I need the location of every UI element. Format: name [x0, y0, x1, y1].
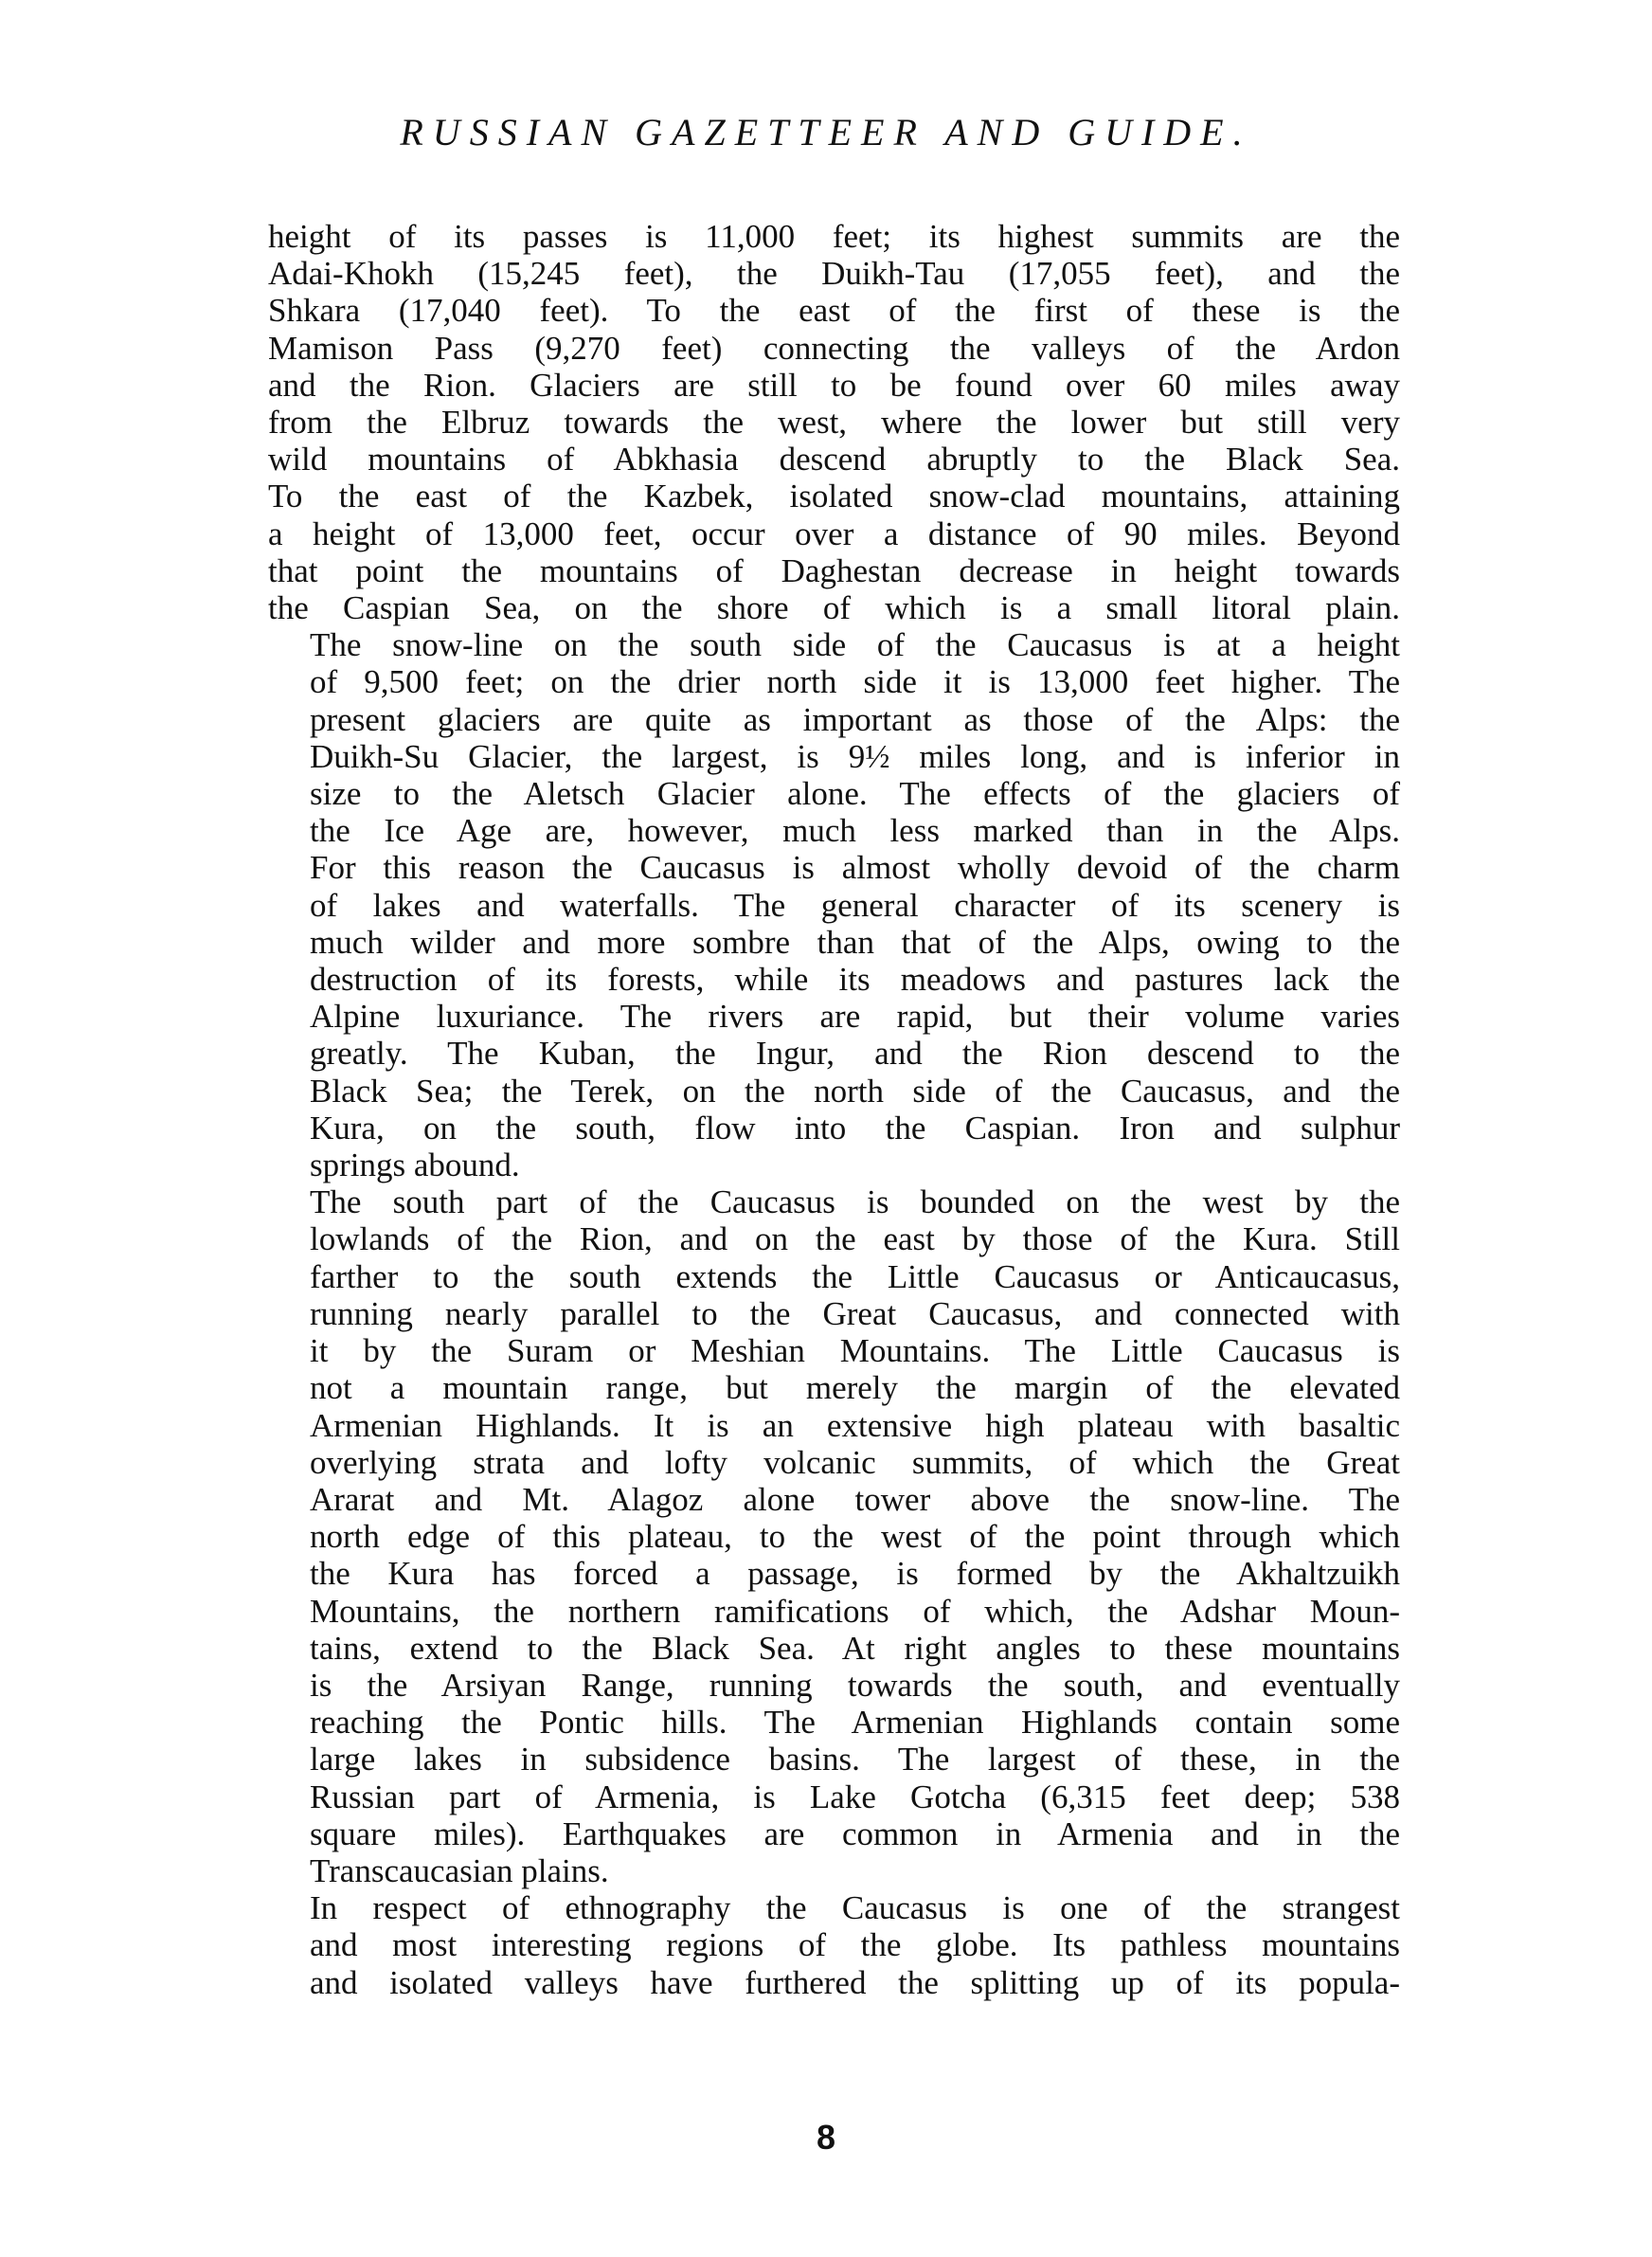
text-line: that point the mountains of Daghestan decrease in height towards — [268, 551, 1400, 589]
text-line: overlying strata and lofty volcanic summits, of which the Great — [310, 1443, 1400, 1481]
text-line: and most interesting regions of the globe. Its pathless mountains — [310, 1926, 1400, 1964]
text-line: north edge of this plateau, to the west of the point through which — [310, 1518, 1400, 1556]
text-line: Black Sea; the Terek, on the north side of the Caucasus, and the — [310, 1072, 1400, 1110]
page-number: 8 — [816, 2118, 836, 2157]
text-line: greatly. The Kuban, the Ingur, and the Rion descend to the — [310, 1035, 1400, 1073]
text-line: Kura, on the south, flow into the Caspian. Iron and sulphur — [310, 1109, 1400, 1147]
text-line: Mountains, the northern ramifications of which, the Adshar Moun- — [310, 1592, 1400, 1630]
text-line: and the Rion. Glaciers are still to be found over 60 miles away — [268, 366, 1400, 404]
text-line: much wilder and more sombre than that of the Alps, owing to the — [310, 923, 1400, 961]
text-line: farther to the south extends the Little Caucasus or Anticaucasus, — [310, 1257, 1400, 1295]
text-line: Transcaucasian plains. — [310, 1851, 609, 1889]
text-line: the Ice Age are, however, much less marked than in the Alps. — [310, 812, 1400, 850]
text-line: it by the Suram or Meshian Mountains. The Little Caucasus is — [310, 1332, 1400, 1370]
body-text — [268, 218, 1400, 2001]
text-line: height of its passes is 11,000 feet; its highest summits are the — [268, 218, 1400, 255]
text-line: In respect of ethnography the Caucasus is one of the strangest — [310, 1889, 1400, 1927]
text-line: a height of 13,000 feet, occur over a distance of 90 miles. Beyond — [268, 515, 1400, 552]
text-line: not a mountain range, but merely the margin of the elevated — [310, 1369, 1400, 1407]
text-line: Ararat and Mt. Alagoz alone tower above the snow-line. The — [310, 1480, 1400, 1518]
text-line: present glaciers are quite as important as those of the Alps: the — [310, 700, 1400, 738]
text-line: and isolated valleys have furthered the splitting up of its popula- — [310, 1963, 1400, 2001]
text-line: Adai-Khokh (15,245 feet), the Duikh-Tau (17,055 feet), and the — [268, 255, 1400, 293]
text-line: reaching the Pontic hills. The Armenian Highlands contain some — [310, 1704, 1400, 1742]
text-line: from the Elbruz towards the west, where the lower but still very — [268, 404, 1400, 442]
text-line: square miles). Earthquakes are common in Armenia and in the — [310, 1815, 1400, 1852]
text-line: size to the Aletsch Glacier alone. The effects of the glaciers of — [310, 775, 1400, 813]
text-line: The snow-line on the south side of the Caucasus is at a height — [310, 626, 1400, 664]
text-line: For this reason the Caucasus is almost wholly devoid of the charm — [310, 849, 1400, 887]
text-line: Armenian Highlands. It is an extensive high plateau with basaltic — [310, 1406, 1400, 1444]
text-line: the Caspian Sea, on the shore of which is a small litoral plain. — [268, 589, 1400, 627]
text-line: of 9,500 feet; on the drier north side it is 13,000 feet higher. The — [310, 663, 1400, 701]
text-line: lowlands of the Rion, and on the east by those of the Kura. Still — [310, 1220, 1400, 1258]
text-line: Alpine luxuriance. The rivers are rapid, but their volume varies — [310, 998, 1400, 1036]
text-line: the Kura has forced a passage, is formed by the Akhaltzuikh — [310, 1555, 1400, 1593]
text-line: springs abound. — [310, 1147, 520, 1184]
text-line: To the east of the Kazbek, isolated snow-clad mountains, attaining — [268, 478, 1400, 515]
paragraph-3 — [268, 1183, 1400, 1889]
text-line: Duikh-Su Glacier, the largest, is 9½ miles long, and is inferior in — [310, 737, 1400, 775]
text-line: of lakes and waterfalls. The general character of its scenery is — [310, 886, 1400, 924]
text-line: The south part of the Caucasus is bounded on the west by the — [310, 1183, 1400, 1221]
text-line: large lakes in subsidence basins. The largest of these, in the — [310, 1741, 1400, 1779]
text-line: tains, extend to the Black Sea. At right angles to these mountains — [310, 1629, 1400, 1667]
text-line: wild mountains of Abkhasia descend abruptly to the Black Sea. — [268, 441, 1400, 478]
text-line: running nearly parallel to the Great Caucasus, and connected with — [310, 1294, 1400, 1332]
paragraph-1 — [268, 218, 1400, 626]
paragraph-4 — [268, 1889, 1400, 2001]
text-line: Mamison Pass (9,270 feet) connecting the valleys of the Ardon — [268, 329, 1400, 367]
text-line: is the Arsiyan Range, running towards the south, and eventually — [310, 1666, 1400, 1704]
text-line: Shkara (17,040 feet). To the east of the first of these is the — [268, 292, 1400, 330]
text-line: Russian part of Armenia, is Lake Gotcha (6,315 feet deep; 538 — [310, 1778, 1400, 1815]
running-title: RUSSIAN GAZETTEER AND GUIDE. — [400, 111, 1252, 153]
text-line: destruction of its forests, while its meadows and pastures lack the — [310, 961, 1400, 999]
paragraph-2 — [268, 626, 1400, 1183]
